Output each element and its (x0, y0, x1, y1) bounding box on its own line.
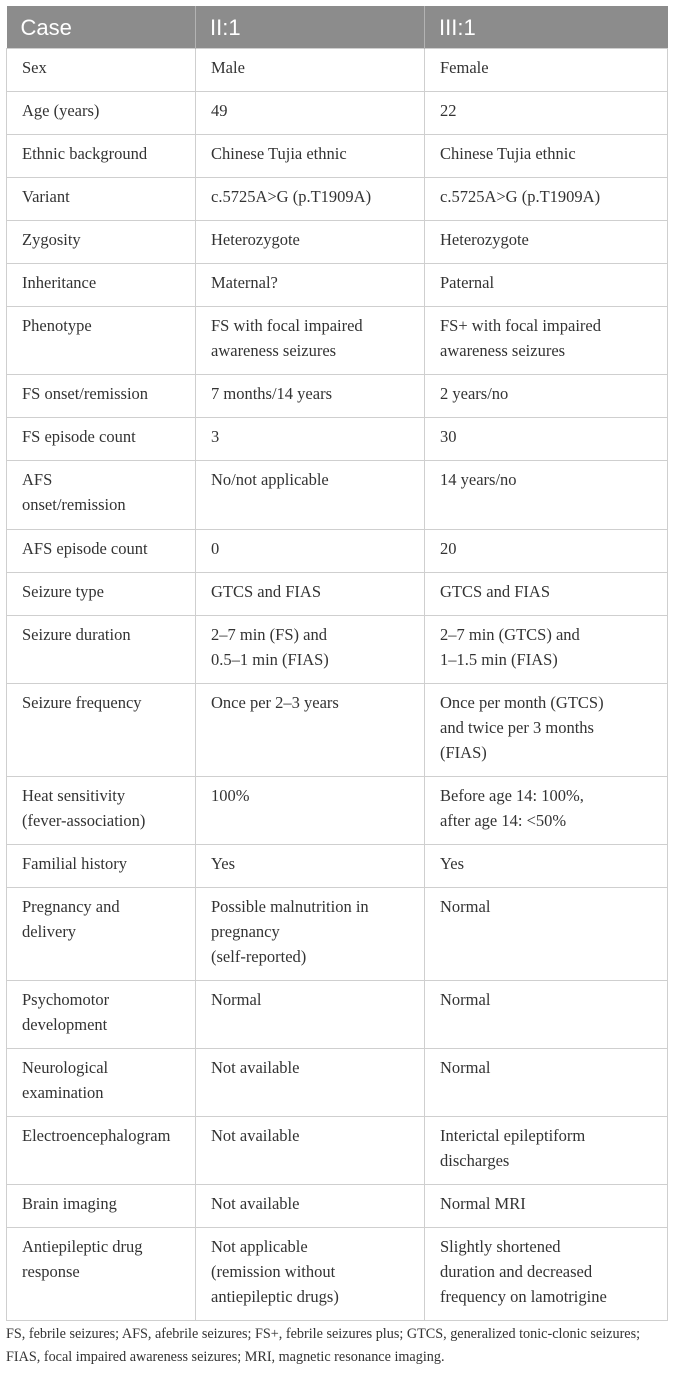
cell-ii1: 3 (196, 418, 425, 461)
row-label: Electroencephalogram (7, 1117, 196, 1185)
cell-iii1: GTCS and FIAS (425, 573, 668, 616)
cell-ii1: 100% (196, 777, 425, 845)
row-label: AFS onset/remission (7, 461, 196, 530)
cell-iii1: c.5725A>G (p.T1909A) (425, 178, 668, 221)
table-row (7, 777, 668, 845)
cell-iii1: Normal MRI (425, 1185, 668, 1228)
cell-iii1: 20 (425, 530, 668, 573)
cell-ii1: Not available (196, 1049, 425, 1117)
header-case: Case (7, 6, 196, 49)
table-row (7, 616, 668, 684)
row-label: Seizure frequency (7, 684, 196, 777)
cell-ii1: Not available (196, 1117, 425, 1185)
cell-ii1: Heterozygote (196, 221, 425, 264)
cell-ii1: Maternal? (196, 264, 425, 307)
row-label: FS episode count (7, 418, 196, 461)
row-label: Zygosity (7, 221, 196, 264)
cell-ii1: 7 months/14 years (196, 375, 425, 418)
table-header-row (7, 6, 668, 49)
table-row (7, 573, 668, 616)
cell-iii1: 14 years/no (425, 461, 668, 530)
cell-ii1: Male (196, 49, 425, 92)
row-label: Ethnic background (7, 135, 196, 178)
cell-ii1: Yes (196, 845, 425, 888)
cell-ii1: Possible malnutrition in pregnancy (self-reported) (196, 888, 425, 981)
cell-ii1: Normal (196, 981, 425, 1049)
cell-ii1: FS with focal impaired awareness seizures (196, 307, 425, 375)
cell-iii1: 30 (425, 418, 668, 461)
table-body (7, 49, 668, 1321)
row-label: Antiepileptic drug response (7, 1228, 196, 1321)
row-label: Familial history (7, 845, 196, 888)
cell-ii1: 2–7 min (FS) and 0.5–1 min (FIAS) (196, 616, 425, 684)
row-label: AFS episode count (7, 530, 196, 573)
cell-iii1: Normal (425, 1049, 668, 1117)
cell-iii1: Before age 14: 100%, after age 14: <50% (425, 777, 668, 845)
table-row (7, 461, 668, 530)
cell-iii1: Female (425, 49, 668, 92)
table-row (7, 92, 668, 135)
header-iii1: III:1 (425, 6, 668, 49)
cell-ii1: Not available (196, 1185, 425, 1228)
row-label: Age (years) (7, 92, 196, 135)
table-row (7, 530, 668, 573)
row-label: Variant (7, 178, 196, 221)
table-row (7, 1049, 668, 1117)
table-row (7, 981, 668, 1049)
table-row (7, 845, 668, 888)
cell-ii1: 0 (196, 530, 425, 573)
row-label: Pregnancy and delivery (7, 888, 196, 981)
cell-iii1: Heterozygote (425, 221, 668, 264)
table-row (7, 49, 668, 92)
table-row (7, 307, 668, 375)
cell-iii1: FS+ with focal impaired awareness seizures (425, 307, 668, 375)
cell-iii1: Normal (425, 981, 668, 1049)
cell-iii1: 2–7 min (GTCS) and 1–1.5 min (FIAS) (425, 616, 668, 684)
cell-iii1: Chinese Tujia ethnic (425, 135, 668, 178)
table-row (7, 684, 668, 777)
table-row (7, 418, 668, 461)
cell-iii1: 2 years/no (425, 375, 668, 418)
table-row (7, 888, 668, 981)
cell-iii1: Normal (425, 888, 668, 981)
table-footnote: FS, febrile seizures; AFS, afebrile seizures; FS+, febrile seizures plus; GTCS, generalized tonic-clonic seizures; FIAS, focal impaired awareness seizures; MRI, magnetic resonance imaging. (6, 1326, 641, 1365)
cell-iii1: Interictal epileptiform discharges (425, 1117, 668, 1185)
table-row (7, 178, 668, 221)
table-row (7, 264, 668, 307)
cell-iii1: 22 (425, 92, 668, 135)
row-label: Inheritance (7, 264, 196, 307)
row-label: Sex (7, 49, 196, 92)
row-label: Phenotype (7, 307, 196, 375)
cell-ii1: 49 (196, 92, 425, 135)
cell-ii1: Chinese Tujia ethnic (196, 135, 425, 178)
table-row (7, 375, 668, 418)
row-label: FS onset/remission (7, 375, 196, 418)
table-row (7, 1117, 668, 1185)
table-row (7, 135, 668, 178)
row-label: Brain imaging (7, 1185, 196, 1228)
cell-ii1: c.5725A>G (p.T1909A) (196, 178, 425, 221)
cell-iii1: Yes (425, 845, 668, 888)
row-label: Neurological examination (7, 1049, 196, 1117)
table-row (7, 1228, 668, 1321)
row-label: Seizure duration (7, 616, 196, 684)
cell-ii1: No/not applicable (196, 461, 425, 530)
cell-iii1: Once per month (GTCS) and twice per 3 months (FIAS) (425, 684, 668, 777)
cell-ii1: Once per 2–3 years (196, 684, 425, 777)
header-ii1: II:1 (196, 6, 425, 49)
table-row (7, 221, 668, 264)
cell-ii1: GTCS and FIAS (196, 573, 425, 616)
table-row (7, 1185, 668, 1228)
row-label: Psychomotor development (7, 981, 196, 1049)
row-label: Heat sensitivity (fever-association) (7, 777, 196, 845)
clinical-features-table (6, 6, 668, 1321)
cell-ii1: Not applicable (remission without antiepileptic drugs) (196, 1228, 425, 1321)
row-label: Seizure type (7, 573, 196, 616)
cell-iii1: Slightly shortened duration and decreased frequency on lamotrigine (425, 1228, 668, 1321)
cell-iii1: Paternal (425, 264, 668, 307)
